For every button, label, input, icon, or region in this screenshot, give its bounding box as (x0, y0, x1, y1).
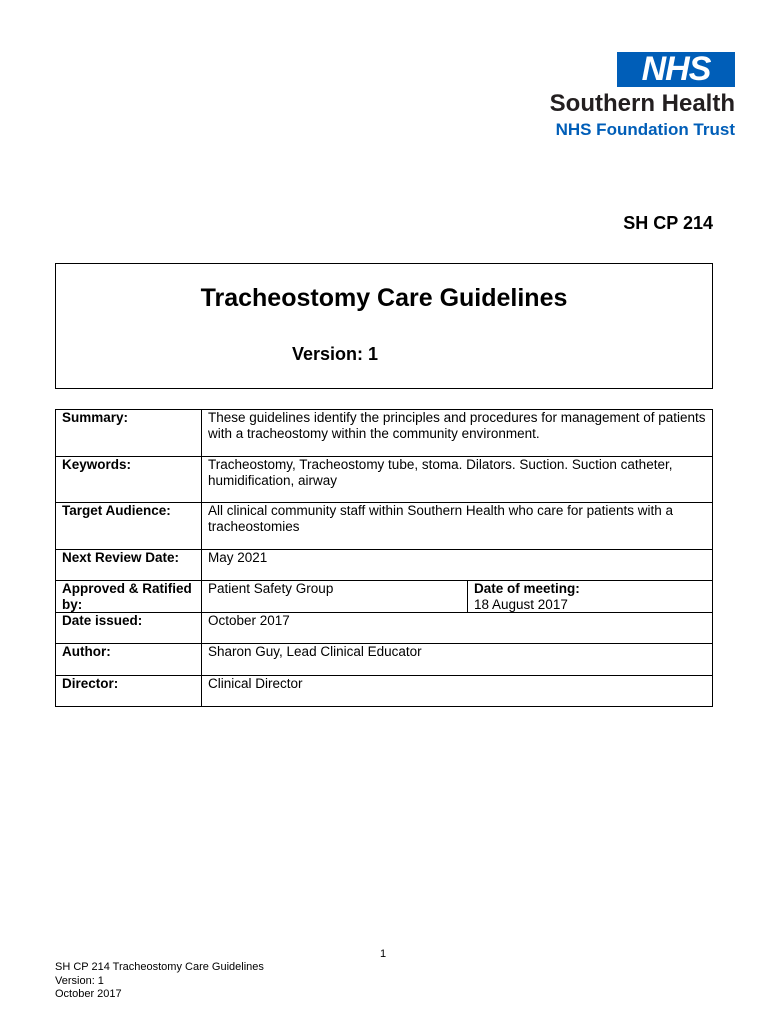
meeting-cell (468, 581, 713, 613)
issued-label: Date issued: (56, 613, 202, 644)
footer-date: October 2017 (55, 988, 122, 1000)
document-reference: SH CP 214 (623, 213, 713, 233)
organisation-name: Southern Health (549, 90, 735, 117)
title-box (55, 263, 713, 389)
table-row (56, 644, 713, 676)
director-value: Clinical Director (202, 676, 713, 707)
table-row (56, 676, 713, 707)
review-label: Next Review Date: (56, 550, 202, 581)
director-label: Director: (56, 676, 202, 707)
document-info-table (55, 409, 713, 707)
approved-value: Patient Safety Group (202, 581, 468, 613)
approved-label: Approved & Ratified by: (56, 581, 202, 613)
author-value: Sharon Guy, Lead Clinical Educator (202, 644, 713, 676)
keywords-label: Keywords: (56, 457, 202, 503)
page-footer (55, 961, 264, 1002)
audience-value: All clinical community staff within Southern Health who care for patients with a tracheostomies (202, 503, 713, 550)
summary-value: These guidelines identify the principles and procedures for management of patients with a tracheostomy within the community environment. (202, 410, 713, 457)
page-number: 1 (380, 948, 387, 960)
footer-version: Version: 1 (55, 974, 104, 987)
document-version: Version: 1 (292, 344, 379, 364)
review-value: May 2021 (202, 550, 713, 581)
table-row (56, 457, 713, 503)
summary-label: Summary: (56, 410, 202, 457)
keywords-value: Tracheostomy, Tracheostomy tube, stoma. Dilators. Suction. Suction catheter, humidification, airway (202, 457, 713, 503)
author-label: Author: (56, 644, 202, 676)
table-row (56, 410, 713, 457)
meeting-label: Date of meeting: (474, 581, 580, 596)
footer-title: SH CP 214 Tracheostomy Care Guidelines (55, 961, 264, 973)
nhs-logo-box (617, 52, 735, 87)
table-row (56, 613, 713, 644)
nhs-logo (470, 52, 735, 142)
table-row (56, 550, 713, 581)
document-title: Tracheostomy Care Guidelines (200, 284, 568, 312)
table-row (56, 503, 713, 550)
audience-label: Target Audience: (56, 503, 202, 550)
table-row (56, 581, 713, 613)
meeting-value: 18 August 2017 (474, 596, 568, 612)
issued-value: October 2017 (202, 613, 713, 644)
nhs-logo-text: NHS (641, 50, 711, 88)
organisation-subtitle: NHS Foundation Trust (555, 120, 735, 139)
